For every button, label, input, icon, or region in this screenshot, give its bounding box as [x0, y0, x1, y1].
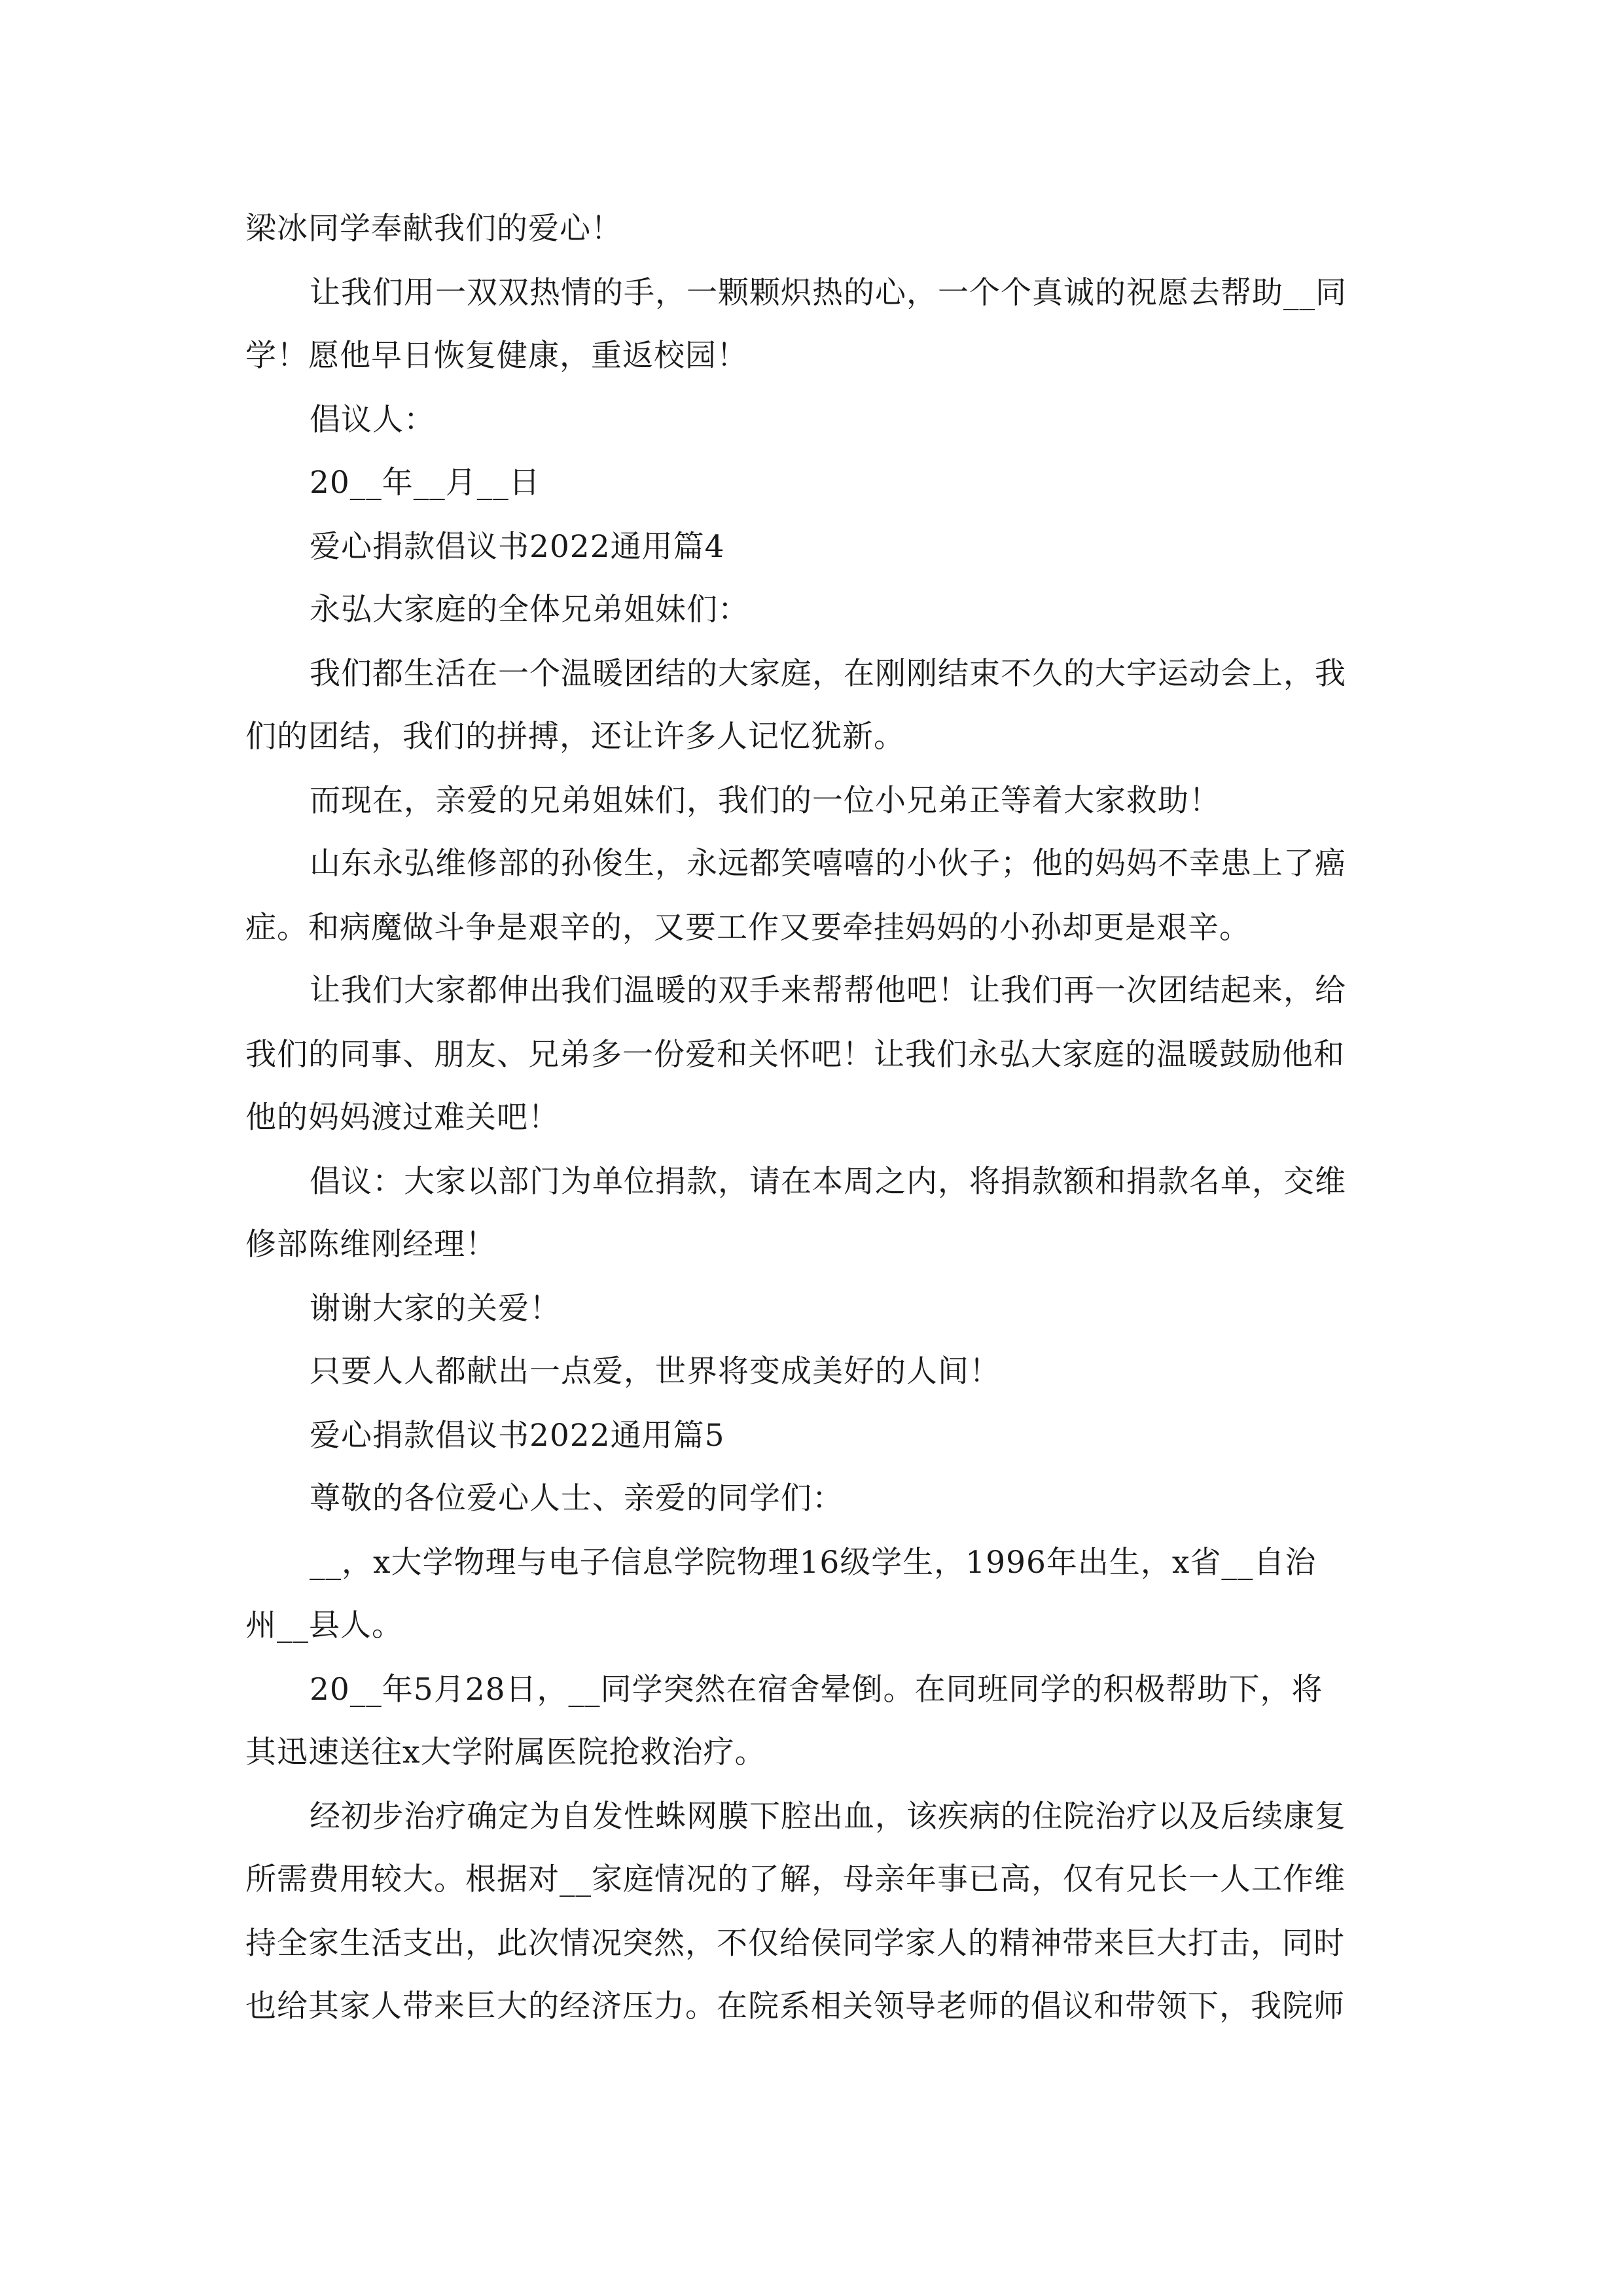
text-line: 谢谢大家的关爱！ — [310, 1291, 561, 1327]
text-line: 们的团结，我们的拼搏，还让许多人记忆犹新。 — [245, 719, 905, 755]
text-line: 修部陈维刚经理！ — [245, 1227, 497, 1263]
text-line: 倡议人： — [310, 402, 435, 438]
text-line: 梁冰同学奉献我们的爱心！ — [245, 211, 622, 247]
text-line: 让我们用一双双热情的手，一颗颗炽热的心，一个个真诚的祝愿去帮助__同 — [310, 275, 1347, 311]
text-line: 山东永弘维修部的孙俊生，永远都笑嘻嘻的小伙子；他的妈妈不幸患上了癌 — [310, 846, 1346, 882]
document-page — [245, 0, 1378, 2296]
text-line: 他的妈妈渡过难关吧！ — [245, 1100, 560, 1136]
text-line: 我们的同事、朋友、兄弟多一份爱和关怀吧！让我们永弘大家庭的温暖鼓励他和 — [245, 1037, 1345, 1073]
text-line: 学！愿他早日恢复健康，重返校园！ — [245, 338, 748, 374]
text-line: 症。和病魔做斗争是艰辛的，又要工作又要牵挂妈妈的小孙却更是艰辛。 — [245, 910, 1251, 946]
section-heading: 爱心捐款倡议书2022通用篇4 — [310, 529, 725, 565]
text-line: 州__县人。 — [245, 1607, 403, 1643]
text-line: 让我们大家都伸出我们温暖的双手来帮帮他吧！让我们再一次团结起来，给 — [310, 973, 1346, 1009]
salutation: 永弘大家庭的全体兄弟姐妹们： — [310, 592, 749, 628]
text-line: 也给其家人带来巨大的经济压力。在院系相关领导老师的倡议和带领下，我院师 — [245, 1988, 1345, 2024]
text-line: 20__年5月28日，__同学突然在宿舍晕倒。在同班同学的积极帮助下，将 — [310, 1672, 1323, 1708]
text-line: 所需费用较大。根据对__家庭情况的了解，母亲年事已高，仅有兄长一人工作维 — [245, 1861, 1346, 1897]
text-line: 只要人人都献出一点爱，世界将变成美好的人间！ — [310, 1354, 1001, 1390]
text-line: 其迅速送往x大学附属医院抢救治疗。 — [245, 1734, 766, 1770]
text-line: __，x大学物理与电子信息学院物理16级学生，1996年出生，x省__自治 — [310, 1545, 1317, 1581]
text-line: 倡议：大家以部门为单位捐款，请在本周之内，将捐款额和捐款名单，交维 — [310, 1164, 1346, 1200]
date-line: 20__年__月__日 — [310, 465, 541, 501]
section-heading: 爱心捐款倡议书2022通用篇5 — [310, 1418, 725, 1454]
text-line: 经初步治疗确定为自发性蛛网膜下腔出血，该疾病的住院治疗以及后续康复 — [310, 1799, 1346, 1835]
text-line: 而现在，亲爱的兄弟姐妹们，我们的一位小兄弟正等着大家救助！ — [310, 783, 1221, 819]
text-line: 持全家生活支出，此次情况突然，不仅给侯同学家人的精神带来巨大打击，同时 — [245, 1926, 1345, 1962]
salutation: 尊敬的各位爱心人士、亲爱的同学们： — [310, 1480, 844, 1516]
text-line: 我们都生活在一个温暖团结的大家庭，在刚刚结束不久的大宇运动会上，我 — [310, 656, 1346, 692]
